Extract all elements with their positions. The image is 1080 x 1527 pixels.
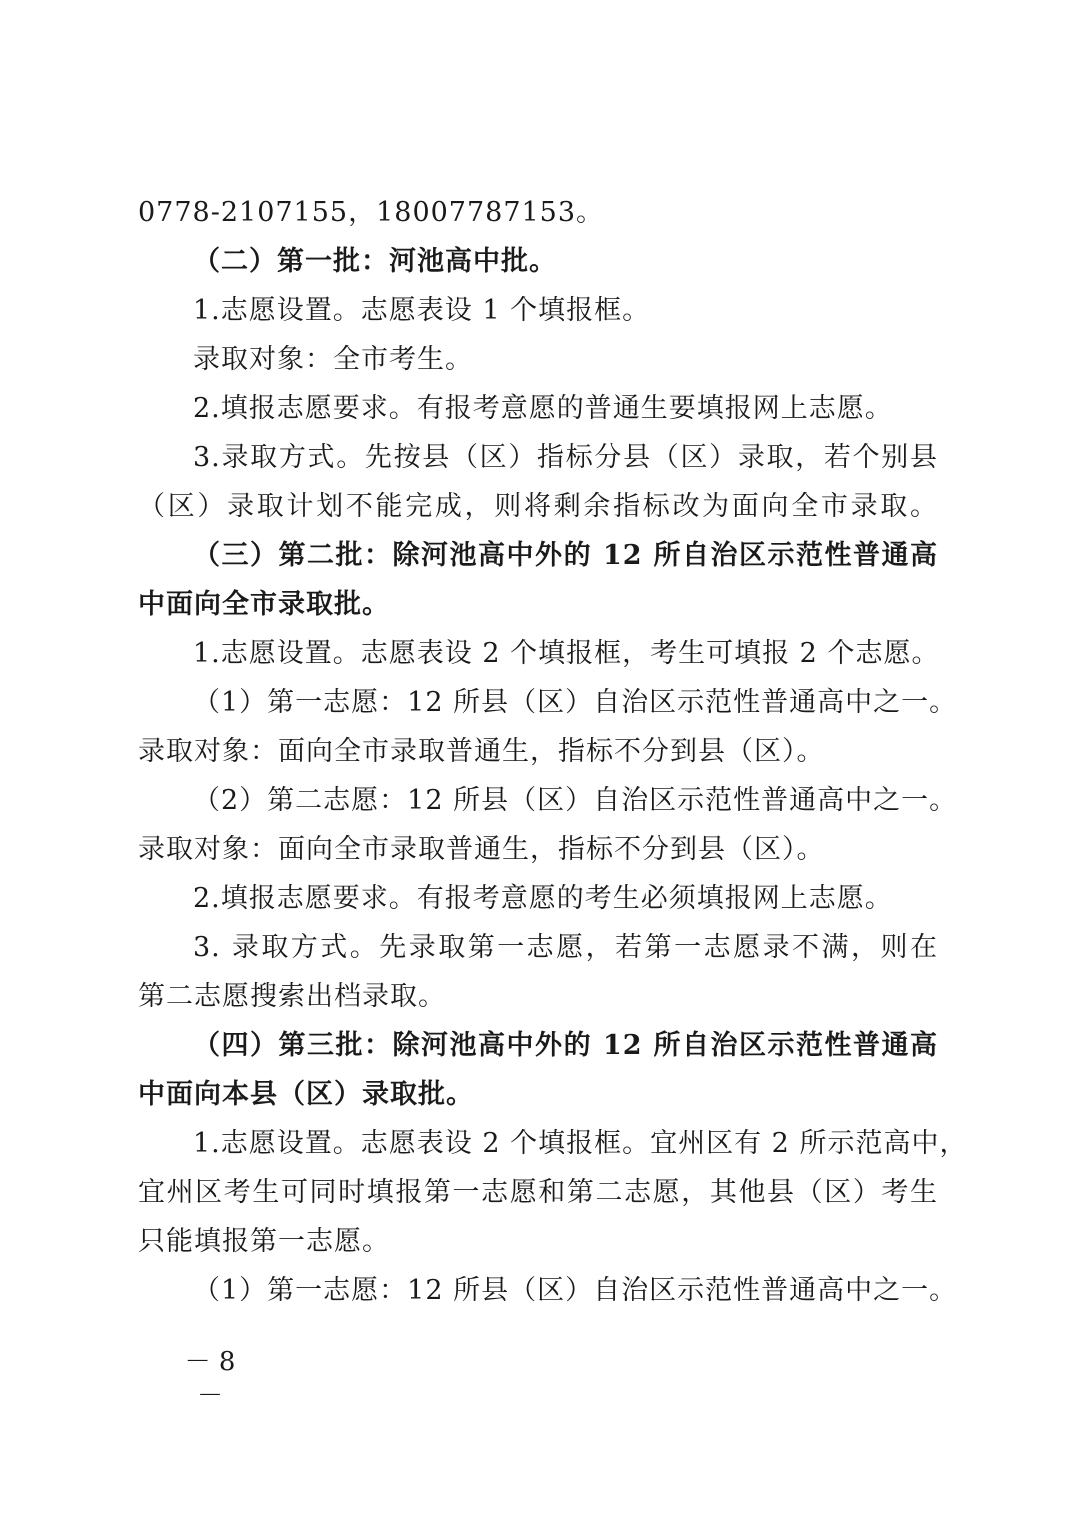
text-line: 只能填报第一志愿。 [138,1226,390,1257]
text-line: 1.志愿设置。志愿表设 2 个填报框，考生可填报 2 个志愿。 [193,638,940,669]
text-line: （1）第一志愿：12 所县（区）自治区示范性普通高中之一。 [193,1275,958,1306]
section-heading-batch-2: （三）第二批：除河池高中外的 12 所自治区示范性普通高 [193,540,938,571]
text-line: 录取对象：面向全市录取普通生，指标不分到县（区）。 [138,736,825,767]
text-line: 1.志愿设置。志愿表设 1 个填报框。 [193,295,651,326]
text-line: 第二志愿搜索出档录取。 [138,981,446,1012]
text-line: 录取对象：面向全市录取普通生，指标不分到县（区）。 [138,834,825,865]
text-line: 宜州区考生可同时填报第一志愿和第二志愿，其他县（区）考生 [138,1177,938,1208]
text-line: 录取对象：全市考生。 [193,344,473,375]
section-heading-batch-2-cont: 中面向全市录取批。 [138,589,390,620]
text-line-contact: 0778-2107155，18007787153。 [138,197,605,228]
page-number: － 8 － [184,1347,236,1411]
text-line: 1.志愿设置。志愿表设 2 个填报框。宜州区有 2 所示范高中， [193,1128,968,1159]
text-line: 2.填报志愿要求。有报考意愿的考生必须填报网上志愿。 [193,883,893,914]
text-line: 3.录取方式。先按县（区）指标分县（区）录取，若个别县 [193,442,938,473]
text-line: （2）第二志愿：12 所县（区）自治区示范性普通高中之一。 [193,785,958,816]
section-heading-batch-3: （四）第三批：除河池高中外的 12 所自治区示范性普通高 [193,1030,938,1061]
section-heading-batch-1: （二）第一批：河池高中批。 [193,246,557,277]
text-line: 3. 录取方式。先录取第一志愿，若第一志愿录不满，则在 [193,932,938,963]
text-line: 2.填报志愿要求。有报考意愿的普通生要填报网上志愿。 [193,393,893,424]
section-heading-batch-3-cont: 中面向本县（区）录取批。 [138,1079,474,1110]
text-line: （1）第一志愿：12 所县（区）自治区示范性普通高中之一。 [193,687,958,718]
text-line: （区）录取计划不能完成，则将剩余指标改为面向全市录取。 [138,491,938,522]
